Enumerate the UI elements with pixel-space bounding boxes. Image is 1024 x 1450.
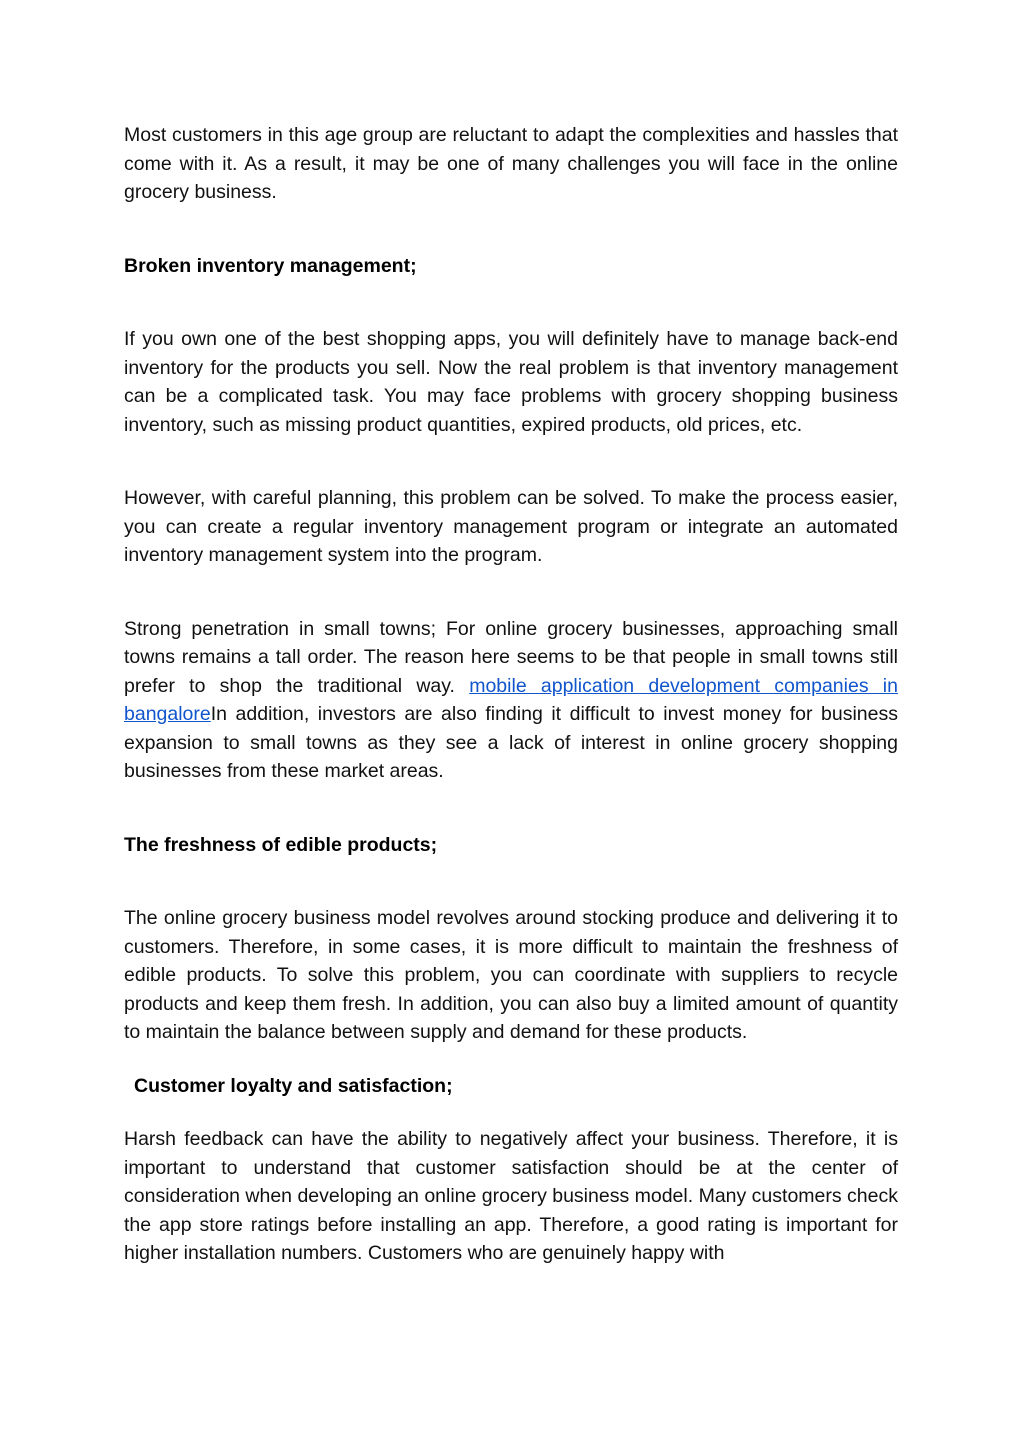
paragraph-small-towns [124, 615, 898, 786]
paragraph-freshness: The online grocery business model revolves around stocking produce and delivering it to customers. Therefore, in some cases, it is more difficult to maintain the freshness of edible products. To solve this problem, you can coordinate with suppliers to recycle products and keep them fresh. In addition, you can also buy a limited amount of quantity to maintain the balance between supply and demand for these products. [124, 907, 898, 1043]
paragraph-inventory-solution: However, with careful planning, this problem can be solved. To make the process easier, you can create a regular inventory management program or integrate an automated inventory management system into the program. [124, 487, 898, 566]
document-body [124, 120, 898, 1268]
heading-freshness: The freshness of edible products; [124, 833, 438, 856]
heading-broken-inventory: Broken inventory management; [124, 254, 417, 277]
paragraph-inventory-problem: If you own one of the best shopping apps, you will definitely have to manage back-end inventory for the products you sell. Now the real problem is that inventory management can be a complicated task. You may face problems with grocery shopping business inventory, such as missing product quantities, expired products, old prices, etc. [124, 328, 898, 436]
paragraph-small-towns-text-end: In addition, investors are also finding it difficult to invest money for business expansion to small towns as they see a lack of interest in online grocery shopping businesses from these market areas. [124, 703, 898, 782]
paragraph-customer-feedback: Harsh feedback can have the ability to negatively affect your business. Therefore, it is important to understand that customer satisfaction should be at the center of consideration when developing an online grocery business model. Many customers check the app store ratings before installing an app. Therefore, a good rating is important for higher installation numbers. Customers who are genuinely happy with [124, 1128, 898, 1264]
paragraph-age-group: Most customers in this age group are reluctant to adapt the complexities and hassles that come with it. As a result, it may be one of many challenges you will face in the online grocery business. [124, 124, 898, 203]
mobile-app-companies-link[interactable]: mobile application development companies in bangalore [124, 674, 898, 725]
paragraph-small-towns-text-start: Strong penetration in small towns; For online grocery businesses, approaching small towns remains a tall order. The reason here seems to be that people in small towns still prefer to shop the traditional way. [124, 617, 898, 697]
heading-customer-loyalty: Customer loyalty and satisfaction; [134, 1074, 453, 1097]
